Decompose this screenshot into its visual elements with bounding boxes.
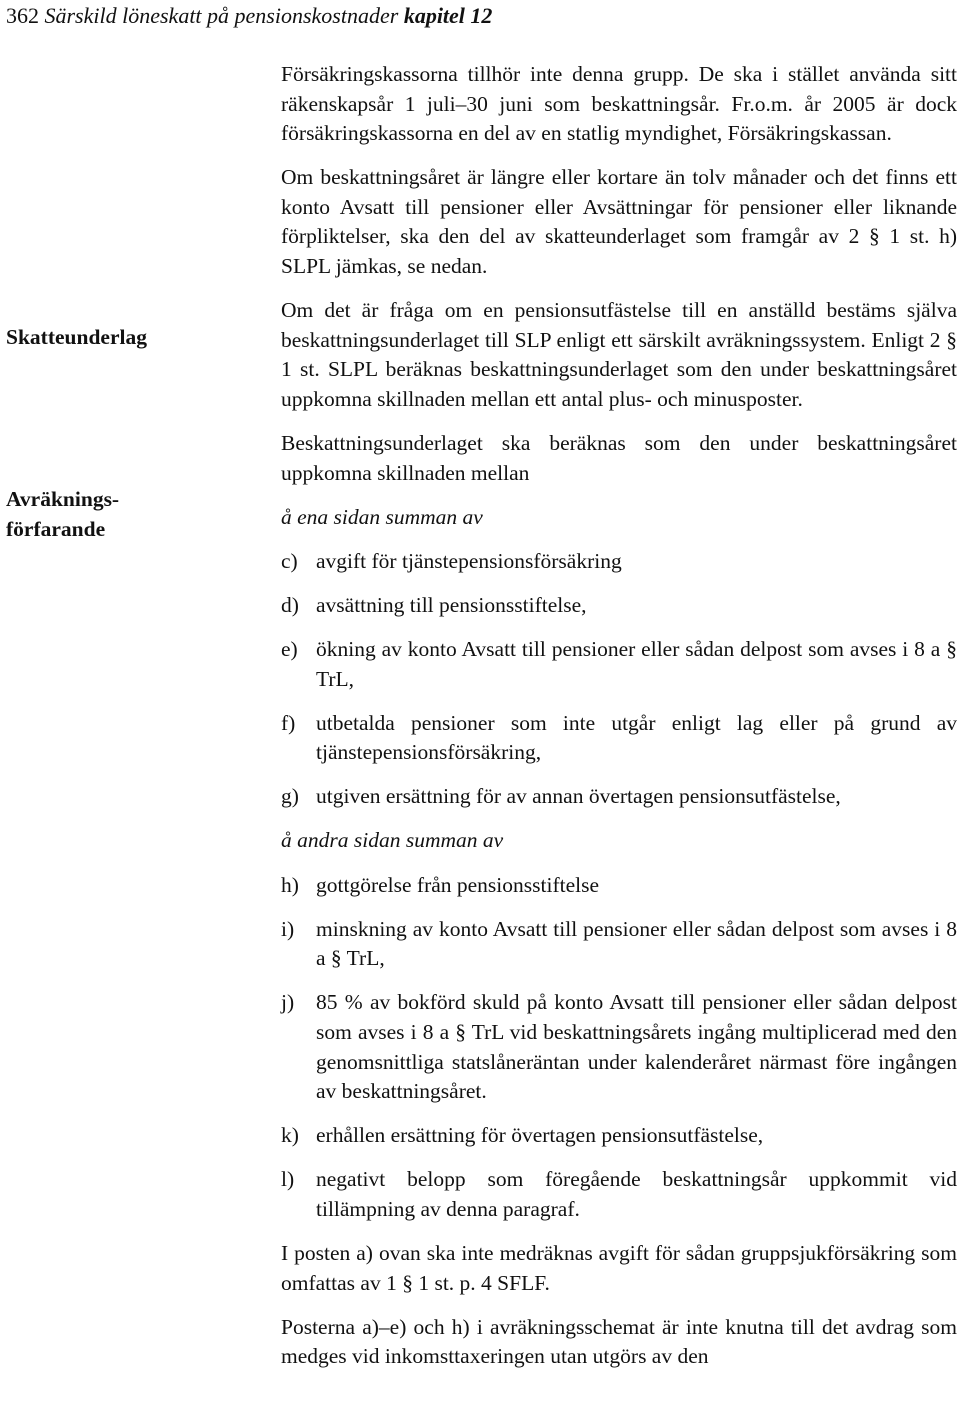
list-item [281,591,957,621]
list-item-text: avgift för tjänstepensionsförsäkring [316,548,622,573]
list-item-text: avsättning till pensionsstiftelse, [316,592,587,617]
list-item-label: c) [281,548,298,573]
paragraph: Försäkringskassorna tillhör inte denna grupp. De ska i stället använda sitt räkenskapsår 1 juli–30 juni som beskattningsår. Fr.o.m. år 2005 är dock försäkringskassorna en del av en statlig myndighet, Försäkringskassan. [281,62,957,146]
margin-heading-skatteunderlag: Skatteunderlag [6,325,147,349]
paragraph: I posten a) ovan ska inte medräknas avgift för sådan gruppsjukförsäkring som omfattas av 1 § 1 st. p. 4 SFLF. [281,1241,957,1295]
running-header [6,1,492,31]
list-item-label: g) [281,784,299,809]
paragraph: Posterna a)–e) och h) i avräkningsschemat är inte knutna till det avdrag som medges vid inkomsttaxeringen utan utgörs av den [281,1314,957,1369]
list-item-label: k) [281,1123,299,1148]
list-item-label: j) [281,990,295,1015]
plus-items-list [281,547,957,812]
body-text [281,60,957,1386]
list-heading: å ena sidan summan av [281,504,483,529]
list-item [281,709,957,768]
paragraph: Beskattningsunderlaget ska beräknas som den under beskattningsåret uppkomna skillnaden mellan [281,431,957,485]
list-item [281,547,957,577]
list-item-text: negativt belopp som föregående beskattningsår uppkommit vid tillämpning av denna paragraf. [316,1167,957,1221]
margin-heading-avrakningsforfarande [6,484,119,544]
list-item-text: minskning av konto Avsatt till pensioner eller sådan delpost som avses i 8 a § TrL, [316,916,957,971]
list-item-label: i) [281,916,295,941]
page-number: 362 [6,3,39,28]
list-heading: å andra sidan summan av [281,828,504,853]
list-item-label: l) [281,1167,295,1192]
list-item-text: 85 % av bokförd skuld på konto Avsatt till pensioner eller sådan delpost som avses i 8 a § TrL vid beskattningsårets ingång multiplicerad med den genomsnittliga statslåneräntan under kalenderåret närmast före ingången av beskattningsåret. [316,990,957,1104]
list-item-text: ökning av konto Avsatt till pensioner eller sådan delpost som avses i 8 a § TrL, [316,637,957,691]
list-item-text: utgiven ersättning för av annan övertagen pensionsutfästelse, [316,784,841,809]
list-item [281,988,957,1106]
list-item-label: e) [281,637,298,661]
list-item [281,1165,957,1224]
list-item-text: gottgörelse från pensionsstiftelse [316,872,600,897]
list-item [281,871,957,901]
list-item-label: f) [281,710,296,735]
chapter-label: kapitel 12 [403,3,493,28]
list-item [281,635,957,694]
margin-heading-line: Avräknings- [6,487,120,511]
list-item [281,782,957,812]
list-item-text: erhållen ersättning för övertagen pensionsutfästelse, [316,1123,764,1148]
list-item-label: h) [281,872,299,897]
list-item-text: utbetalda pensioner som inte utgår enligt lag eller på grund av tjänstepensionsförsäkring, [316,710,957,765]
running-title: Särskild löneskatt på pensionskostnader [44,3,399,28]
margin-heading-line: förfarande [6,517,106,541]
list-item [281,915,957,974]
list-item [281,1121,957,1151]
paragraph: Om det är fråga om en pensionsutfästelse till en anställd bestäms själva beskattningsunderlaget till SLP enligt ett särskilt avräkningssystem. Enligt 2 § 1 st. SLPL beräknas beskattningsunderlaget som den under beskattningsåret uppkomna skillnaden mellan ett antal plus- och minusposter. [281,298,957,411]
list-item-label: d) [281,592,299,617]
paragraph: Om beskattningsåret är längre eller kortare än tolv månader och det finns ett konto Avsatt till pensioner eller Avsättningar för pensioner eller liknande förpliktelser, ska den del av skatteunderlaget som framgår av 2 § 1 st. h) SLPL jämkas, se nedan. [281,165,957,279]
minus-items-list [281,871,957,1225]
